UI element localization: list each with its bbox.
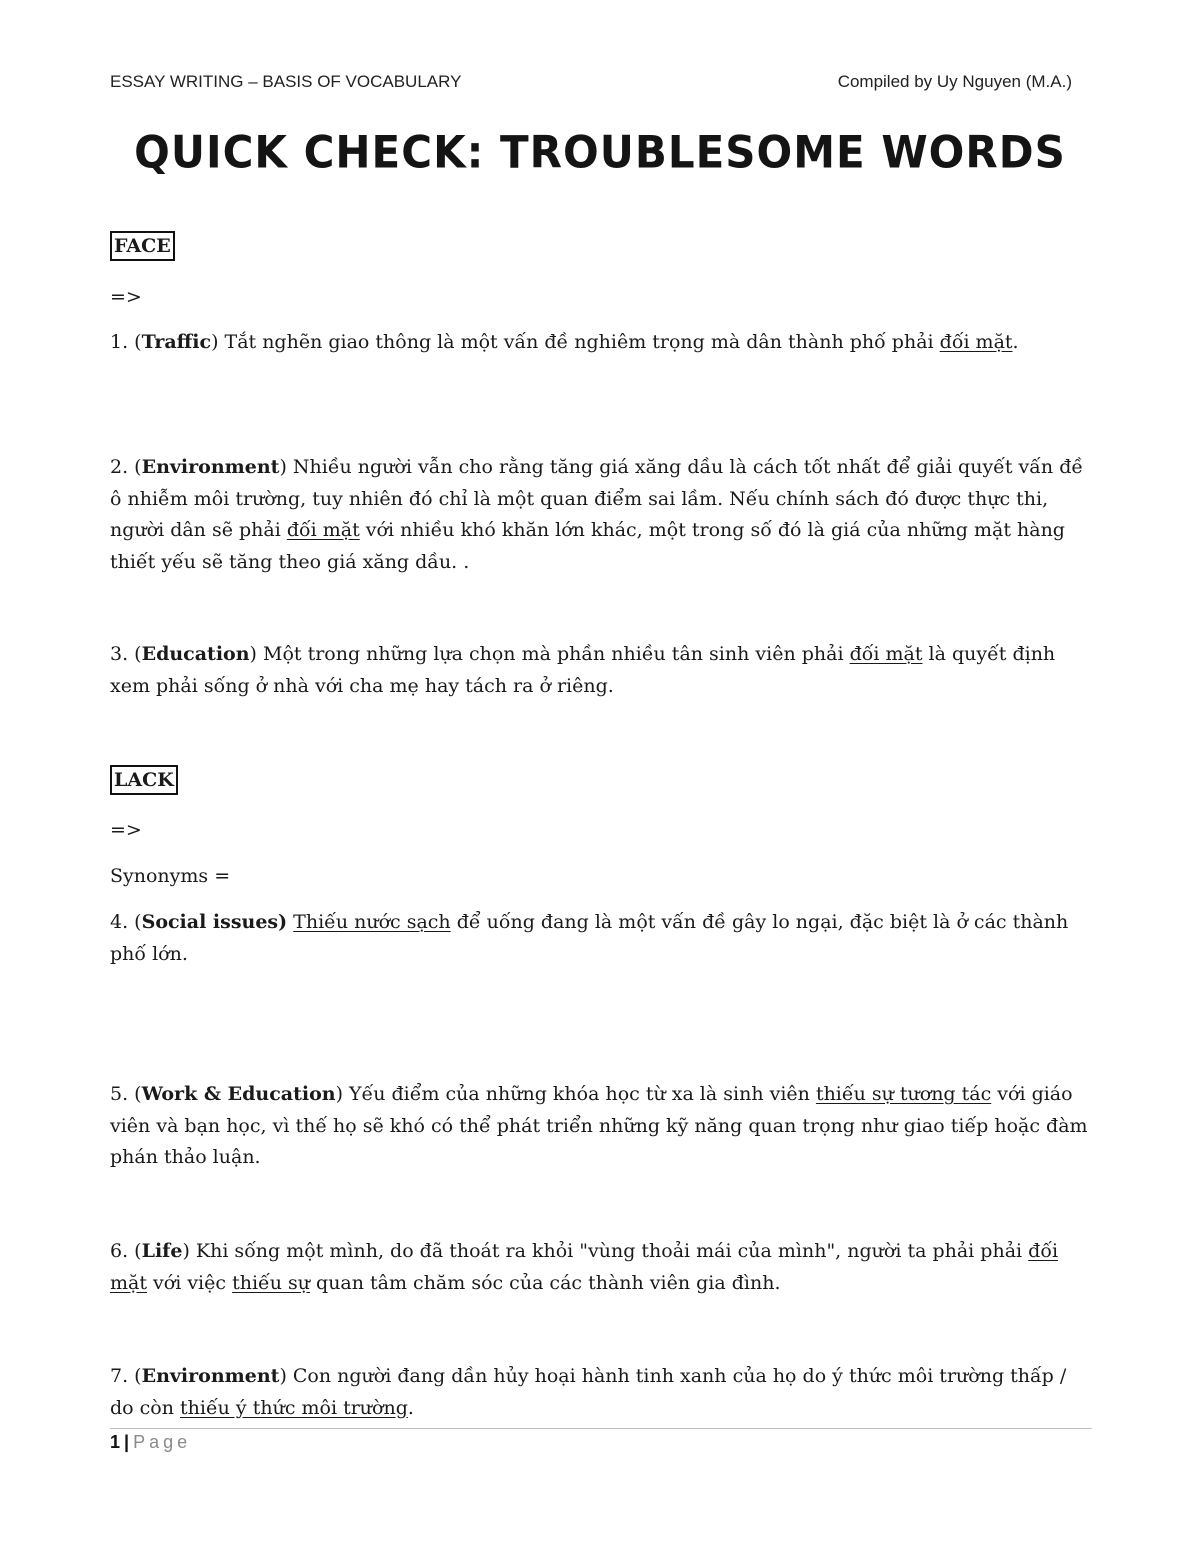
page-title: QUICK CHECK: TROUBLESOME WORDS [134,126,1066,179]
item-tail: . [407,1396,414,1419]
page-footer [110,1432,191,1453]
face-item-1 [110,327,1089,359]
underlined-phrase: thiếu ý thức môi trường [180,1396,408,1419]
item-text: với việc [153,1271,227,1294]
lack-item-7 [110,1361,1089,1424]
item-tail: . [1012,331,1019,353]
lack-arrow: => [110,819,142,841]
item-text: ) Nhiều người vẫn cho rằng tăng giá xăng dầu là cách tốt nhất để giải quyết vấn đề ô nhiễm môi trường, tuy nhiên đó chỉ là một quan điểm sai lầm. Nếu chính sách đó được thực thi, người dân sẽ phải [110,456,1084,541]
lack-item-4 [110,907,1089,970]
item-topic: Traffic [141,331,212,353]
underlined-phrase: đối mặt [286,519,360,541]
item-tail: là quyết định xem phải sống ở nhà với cha mẹ hay tách ra ở riêng. [110,643,1056,697]
face-item-3 [110,639,1089,702]
footer-separator: | [124,1432,130,1452]
face-item-2 [110,452,1089,578]
item-tail: với nhiều khó khăn lớn khác, một trong số đó là giá của những mặt hàng thiết yếu sẽ tăng theo giá xăng dầu. . [110,519,1065,573]
underlined-phrase: thiếu sự [232,1271,310,1294]
page-label: Page [133,1432,192,1452]
item-topic: Education [141,643,250,665]
page-number: 1 [110,1432,121,1452]
running-header [110,72,1072,98]
underlined-phrase: thiếu sự tương tác [815,1083,992,1105]
item-number: 4. ( [110,911,142,933]
lack-item-6 [110,1236,1089,1299]
item-text: ) Con người đang dần hủy hoại hành tinh xanh của họ do ý thức môi trường thấp / do còn [110,1365,1067,1419]
section-face-heading-block [110,231,1089,263]
synonyms-line: Synonyms = [110,865,231,887]
item-text: ) Tắt nghẽn giao thông là một vấn đề nghiêm trọng mà dân thành phố phải [211,331,934,353]
item-number: 6. ( [110,1240,142,1262]
item-number: 2. ( [110,456,142,478]
header-author: Compiled by Uy Nguyen (M.A.) [837,72,1072,91]
item-number: 7. ( [110,1365,142,1387]
section-lack-heading-block [110,765,1089,797]
underlined-phrase: đối mặt [110,1240,1059,1294]
item-topic: Environment [141,1365,280,1387]
underlined-phrase: đối mặt [939,331,1013,353]
item-number: 5. ( [110,1083,142,1105]
item-text: ) Yếu điểm của những khóa học từ xa là sinh viên [335,1083,810,1105]
item-tail: để uống đang là một vấn đề gây lo ngại, đặc biệt là ở các thành phố lớn. [110,911,1069,965]
item-tail: với giáo viên và bạn học, vì thế họ sẽ khó có thể phát triển những kỹ năng quan trọng như giao tiếp hoặc đàm phán thảo luận. [110,1083,1088,1168]
item-text: ) Khi sống một mình, do đã thoát ra khỏi "vùng thoải mái của mình", người ta phải phải [182,1240,1023,1262]
item-number: 3. ( [110,643,142,665]
footer-divider [110,1428,1092,1429]
face-arrow: => [110,286,142,308]
underlined-phrase: Thiếu nước sạch [293,911,451,933]
header-course-title: ESSAY WRITING – BASIS OF VOCABULARY [110,72,462,91]
item-topic: Life [141,1240,183,1262]
item-text: ) Một trong những lựa chọn mà phần nhiều tân sinh viên phải [249,643,844,665]
section-heading-lack: LACK [110,765,178,795]
item-topic: Environment [141,456,280,478]
lack-item-5 [110,1079,1089,1174]
section-heading-face: FACE [110,231,175,261]
item-topic: Social issues) [141,911,288,933]
item-number: 1. ( [110,331,142,353]
underlined-phrase: đối mặt [849,643,923,665]
item-tail: quan tâm chăm sóc của các thành viên gia đình. [316,1271,781,1294]
item-topic: Work & Education [141,1083,336,1105]
